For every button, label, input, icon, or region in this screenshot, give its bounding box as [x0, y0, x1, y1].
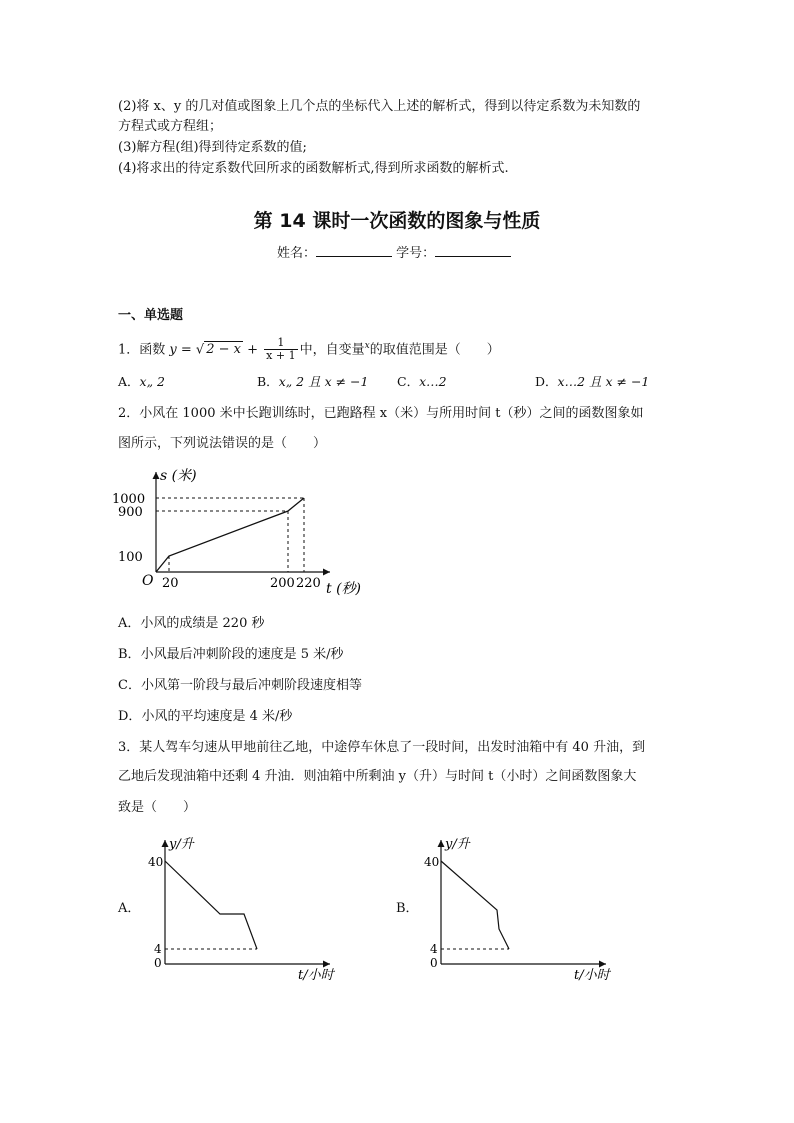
name-id-row: [277, 244, 511, 264]
q2-option-a[interactable]: A．小风的成绩是 220 秒: [118, 616, 265, 631]
q3-option-b-label[interactable]: B．: [396, 901, 419, 916]
q3-graph-a[interactable]: [140, 832, 340, 987]
q1-frac-num: 1: [264, 337, 297, 350]
q3a-x-label: t/小时: [298, 968, 334, 983]
q2-xtick-200: 200: [270, 576, 295, 591]
page-title: 第 14 课时一次函数的图象与性质: [253, 210, 541, 232]
q1-option-b[interactable]: B．x„ 2 且 x ≠ −1: [257, 374, 369, 389]
q3a-ytick-0: 0: [154, 956, 162, 970]
q3b-y-label: y/升: [445, 837, 470, 852]
q1-tail: 中，自变量: [299, 342, 365, 358]
q2-data-line: [156, 498, 304, 572]
q1-tail2: 的取值范围是（ ）: [369, 342, 500, 358]
q1-stem: 1．函数 y = √ 2 − x + $\frac{1}{x + 1}$ 中，自变量$^x$的取值范围是（ ）: [118, 336, 500, 363]
q2-xtick-20: 20: [162, 576, 179, 591]
q3a-data-line: [165, 861, 257, 949]
q1-plus: +: [247, 342, 259, 358]
q3-option-a-label[interactable]: A．: [118, 901, 141, 916]
q2-ytick-100: 100: [118, 550, 143, 565]
q1-lead: 1．函数: [118, 342, 166, 358]
q2-xtick-220: 220: [296, 576, 321, 591]
q1-frac-den: x + 1: [266, 349, 296, 363]
q2-option-b[interactable]: B．小风最后冲刺阶段的速度是 5 米/秒: [118, 647, 344, 662]
name-label: 姓名：: [277, 246, 317, 261]
q1-option-a[interactable]: A．x„ 2: [118, 374, 165, 389]
q3b-x-label: t/小时: [574, 968, 610, 983]
section-heading: 一、单选题: [118, 308, 184, 323]
q3-graph-b[interactable]: [416, 832, 616, 987]
intro-line-2a: (2)将 x、y 的几对值或图象上几个点的坐标代入上述的解析式，得到以待定系数为未知数的: [118, 99, 641, 114]
q3b-ytick-0: 0: [430, 956, 438, 970]
q2-origin: O: [142, 573, 154, 589]
q3-line-3: 致是（ ）: [118, 800, 197, 815]
q2-option-d[interactable]: D．小风的平均速度是 4 米/秒: [118, 709, 293, 724]
q3a-y-label: y/升: [169, 837, 194, 852]
q1-fraction: [264, 337, 297, 362]
intro-line-2b: 方程式或方程组；: [118, 119, 223, 134]
q1-var: x: [364, 341, 370, 351]
q3-line-1: 3．某人驾车匀速从甲地前往乙地，中途停车休息了一段时间，出发时油箱中有 40 升油，到: [118, 740, 646, 755]
q3b-ytick-4: 4: [430, 942, 438, 956]
q3a-ytick-4: 4: [154, 942, 162, 956]
q2-y-label: s (米): [160, 468, 197, 484]
q1-option-d[interactable]: D．x…2 且 x ≠ −1: [535, 374, 650, 389]
q2-line-2: 图所示，下列说法错误的是（ ）: [118, 436, 327, 451]
id-blank[interactable]: [435, 244, 511, 257]
q2-line-1: 2．小风在 1000 米中长跑训练时，已跑路程 x（米）与所用时间 t（秒）之间的函数图象如: [118, 406, 644, 421]
q3-line-2: 乙地后发现油箱中还剩 4 升油．则油箱中所剩油 y（升）与时间 t（小时）之间函数图象大: [118, 769, 637, 784]
q1-option-c[interactable]: C．x…2: [397, 374, 447, 389]
intro-line-4: (4)将求出的待定系数代回所求的函数解析式,得到所求函数的解析式.: [118, 161, 509, 176]
q2-graph: [112, 460, 372, 600]
q2-option-c[interactable]: C．小风第一阶段与最后冲刺阶段速度相等: [118, 678, 362, 693]
intro-line-3: (3)解方程(组)得到待定系数的值;: [118, 140, 307, 155]
q3b-ytick-40: 40: [424, 855, 440, 869]
q3b-data-line: [441, 861, 509, 949]
q3a-ytick-40: 40: [148, 855, 164, 869]
q1-sqrt-body: 2 − x: [206, 342, 241, 358]
id-label: 学号：: [396, 246, 436, 261]
q1-y-eq: y =: [169, 342, 192, 358]
name-blank[interactable]: [316, 244, 392, 257]
q2-x-label: t (秒): [326, 581, 361, 597]
q2-ytick-900: 900: [118, 505, 143, 520]
q2-ytick-1000: 1000: [112, 492, 146, 507]
